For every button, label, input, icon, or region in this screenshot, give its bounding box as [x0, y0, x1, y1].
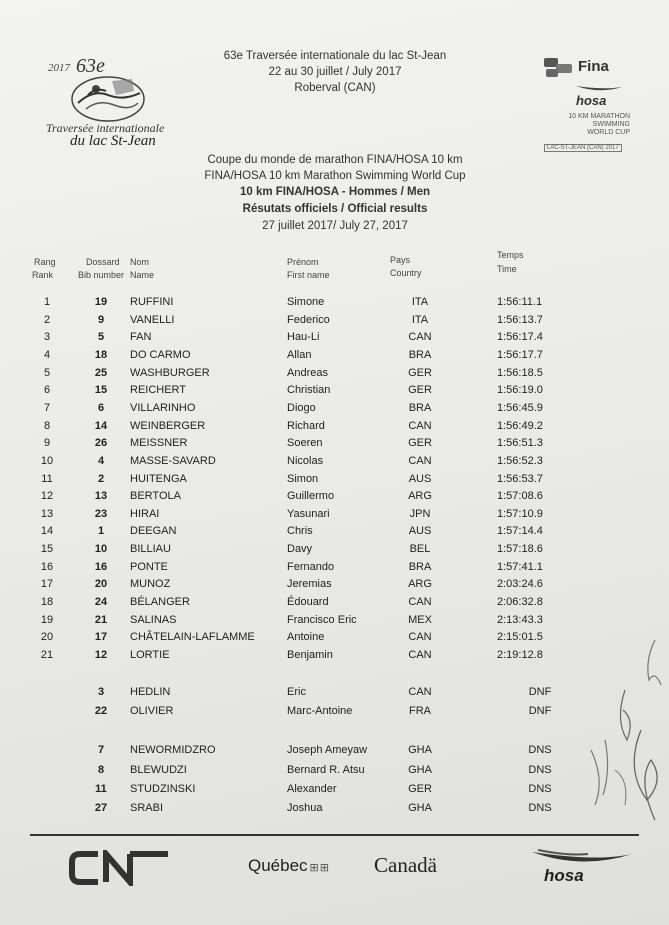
table-row: [0, 314, 669, 331]
name-cell: NEWORMIDZRO: [130, 744, 216, 756]
first-name-cell: Joshua: [287, 802, 323, 814]
time-cell: 1:56:13.7: [497, 314, 543, 326]
country-cell: JPN: [409, 508, 431, 520]
header-category: 10 km FINA/HOSA - Hommes / Men: [239, 186, 430, 198]
country-cell: GHA: [408, 764, 432, 776]
quebec-logo: [248, 856, 330, 876]
rank-cell: 10: [40, 455, 54, 467]
first-name-cell: Federico: [287, 314, 330, 326]
first-name-cell: Simone: [287, 296, 325, 308]
footer-divider: [30, 834, 639, 836]
country-cell: AUS: [408, 473, 432, 485]
header-official-results: Résutats officiels / Official results: [242, 203, 428, 215]
bib-cell: 18: [94, 349, 108, 361]
logo-marathon: 10 KM MARATHON: [568, 113, 630, 120]
bib-cell: 20: [94, 578, 108, 590]
country-cell: ITA: [411, 314, 429, 326]
fina-wordmark: Fina: [578, 58, 609, 75]
country-cell: CAN: [408, 649, 432, 661]
name-cell: MEISSNER: [130, 437, 188, 449]
bib-cell: 13: [94, 490, 108, 502]
bib-cell: 26: [94, 437, 108, 449]
name-cell: VILLARINHO: [130, 402, 196, 414]
first-name-cell: Davy: [287, 543, 313, 555]
time-cell: 1:56:19.0: [497, 384, 543, 396]
table-row: [0, 705, 669, 722]
time-cell: 1:56:11.1: [497, 296, 543, 308]
first-name-cell: Marc-Antoine: [287, 705, 353, 717]
rank-cell: 3: [43, 331, 51, 343]
country-cell: CAN: [408, 686, 432, 698]
name-cell: DEEGAN: [130, 525, 177, 537]
quebec-wordmark: Québec: [248, 856, 308, 875]
rank-cell: 16: [40, 561, 54, 573]
first-name-cell: Nicolas: [287, 455, 324, 467]
time-cell: 1:57:14.4: [497, 525, 543, 537]
header-race-date: 27 juillet 2017/ July 27, 2017: [262, 220, 408, 232]
table-row: [0, 331, 669, 348]
header-cup-en: FINA/HOSA 10 km Marathon Swimming World Cup: [204, 170, 466, 182]
name-cell: SRABI: [130, 802, 164, 814]
table-row: [0, 802, 669, 819]
table-row: [0, 437, 669, 454]
first-name-cell: Christian: [287, 384, 331, 396]
first-name-cell: Eric: [287, 686, 306, 698]
bib-cell: 3: [97, 686, 105, 698]
status-cell: DNS: [528, 744, 552, 756]
bib-cell: 22: [94, 705, 108, 717]
col-rank-en: Rank: [32, 270, 54, 280]
rank-cell: 11: [41, 473, 53, 485]
header-dates: 22 au 30 juillet / July 2017: [268, 66, 402, 78]
country-cell: CAN: [408, 455, 432, 467]
first-name-cell: Francisco Eric: [287, 614, 357, 626]
col-bib-fr: Dossard: [86, 257, 120, 267]
name-cell: LORTIE: [130, 649, 170, 661]
country-cell: CAN: [408, 331, 432, 343]
bib-cell: 14: [94, 420, 108, 432]
first-name-cell: Chris: [287, 525, 313, 537]
name-cell: MUNOZ: [130, 578, 171, 590]
table-row: [0, 764, 669, 781]
name-cell: WEINBERGER: [130, 420, 206, 432]
logo-year: 2017: [48, 62, 70, 74]
time-cell: 1:57:10.9: [497, 508, 543, 520]
table-row: [0, 614, 669, 631]
name-cell: VANELLI: [130, 314, 175, 326]
bib-cell: 2: [97, 473, 105, 485]
country-cell: GHA: [408, 744, 432, 756]
country-cell: GER: [408, 384, 432, 396]
name-cell: WASHBURGER: [130, 367, 210, 379]
rank-cell: 1: [43, 296, 51, 308]
table-row: [0, 296, 669, 313]
name-cell: RUFFINI: [130, 296, 174, 308]
country-cell: GHA: [408, 802, 432, 814]
first-name-cell: Antoine: [287, 631, 325, 643]
table-row: [0, 596, 669, 613]
table-row: [0, 420, 669, 437]
time-cell: 1:56:17.4: [497, 331, 543, 343]
logo-line-2: du lac St-Jean: [70, 133, 156, 149]
table-row: [0, 649, 669, 666]
col-country-en: Country: [390, 268, 422, 278]
bib-cell: 21: [94, 614, 108, 626]
logo-line-1: Traversée internationale: [46, 121, 165, 135]
rank-cell: 17: [40, 578, 54, 590]
quebec-flag-icon: ⊞⊞: [309, 862, 330, 874]
table-row: [0, 367, 669, 384]
table-row: [0, 525, 669, 542]
country-cell: CAN: [408, 631, 432, 643]
table-row: [0, 473, 669, 490]
rank-cell: 12: [40, 490, 54, 502]
rank-cell: 20: [40, 631, 54, 643]
first-name-cell: Benjamin: [287, 649, 333, 661]
table-row: [0, 508, 669, 525]
col-rank-fr: Rang: [34, 257, 56, 267]
time-cell: 1:56:18.5: [497, 367, 543, 379]
time-cell: 1:56:17.7: [497, 349, 543, 361]
name-cell: HEDLIN: [130, 686, 171, 698]
time-cell: 1:56:45.9: [497, 402, 543, 414]
first-name-cell: Simon: [287, 473, 319, 485]
first-name-cell: Soeren: [287, 437, 323, 449]
header-cup-fr: Coupe du monde de marathon FINA/HOSA 10 km: [207, 154, 463, 166]
first-name-cell: Alexander: [287, 783, 337, 795]
logo-venue-tag: LAC-ST-JEAN (CAN) 2017: [544, 144, 622, 152]
rank-cell: 4: [43, 349, 51, 361]
bib-cell: 16: [94, 561, 108, 573]
country-cell: GER: [408, 437, 432, 449]
rank-cell: 2: [43, 314, 51, 326]
rank-cell: 14: [40, 525, 54, 537]
first-name-cell: Diogo: [287, 402, 316, 414]
time-cell: 1:56:53.7: [497, 473, 543, 485]
country-cell: MEX: [408, 614, 432, 626]
name-cell: PONTE: [130, 561, 168, 573]
time-cell: 1:56:49.2: [497, 420, 543, 432]
header-location: Roberval (CAN): [294, 82, 376, 94]
logo-world-cup: WORLD CUP: [587, 129, 630, 136]
fina-hosa-logo: [538, 52, 638, 157]
rank-cell: 21: [40, 649, 54, 661]
bib-cell: 6: [97, 402, 105, 414]
table-row: [0, 490, 669, 507]
table-row: [0, 349, 669, 366]
table-row: [0, 744, 669, 761]
name-cell: BLEWUDZI: [130, 764, 187, 776]
country-cell: FRA: [409, 705, 431, 717]
handwritten-signature: [585, 630, 669, 830]
rank-cell: 13: [40, 508, 54, 520]
name-cell: BERTOLA: [130, 490, 181, 502]
time-cell: 2:06:32.8: [497, 596, 543, 608]
hosa-logo: [528, 848, 636, 888]
name-cell: STUDZINSKI: [130, 783, 196, 795]
time-cell: 2:13:43.3: [497, 614, 543, 626]
rank-cell: 8: [43, 420, 51, 432]
bib-cell: 4: [97, 455, 105, 467]
status-cell: DNF: [528, 686, 552, 698]
first-name-cell: Jeremias: [287, 578, 332, 590]
first-name-cell: Andreas: [287, 367, 328, 379]
country-cell: BEL: [409, 543, 431, 555]
status-cell: DNS: [528, 764, 552, 776]
bib-cell: 9: [97, 314, 105, 326]
first-name-cell: Guillermo: [287, 490, 335, 502]
rank-cell: 15: [40, 543, 54, 555]
status-cell: DNS: [528, 783, 552, 795]
bib-cell: 8: [97, 764, 105, 776]
name-cell: OLIVIER: [130, 705, 174, 717]
country-cell: BRA: [408, 349, 432, 361]
name-cell: BILLIAU: [130, 543, 171, 555]
bib-cell: 7: [97, 744, 105, 756]
first-name-cell: Joseph Ameyaw: [287, 744, 368, 756]
col-first-fr: Prénom: [287, 257, 319, 267]
swimmer-emblem-icon: [68, 69, 148, 125]
col-time-fr: Temps: [497, 250, 524, 260]
country-cell: AUS: [408, 525, 432, 537]
table-row: [0, 578, 669, 595]
name-cell: REICHERT: [130, 384, 187, 396]
bib-cell: 15: [94, 384, 108, 396]
bib-cell: 27: [94, 802, 108, 814]
rank-cell: 6: [43, 384, 51, 396]
bib-cell: 19: [94, 296, 108, 308]
cn-logo: [68, 850, 173, 886]
first-name-cell: Allan: [287, 349, 312, 361]
table-row: [0, 561, 669, 578]
hosa-wordmark: hosa: [576, 93, 607, 108]
name-cell: SALINAS: [130, 614, 177, 626]
bib-cell: 5: [97, 331, 105, 343]
bib-cell: 17: [94, 631, 108, 643]
name-cell: BÉLANGER: [130, 596, 190, 608]
bib-cell: 23: [94, 508, 108, 520]
rank-cell: 9: [43, 437, 51, 449]
bib-cell: 12: [94, 649, 108, 661]
first-name-cell: Fernando: [287, 561, 335, 573]
country-cell: GER: [408, 367, 432, 379]
name-cell: CHÂTELAIN-LAFLAMME: [130, 631, 255, 643]
col-name-fr: Nom: [130, 257, 150, 267]
first-name-cell: Richard: [287, 420, 325, 432]
time-cell: 1:56:51.3: [497, 437, 543, 449]
name-cell: DO CARMO: [130, 349, 191, 361]
bib-cell: 24: [94, 596, 108, 608]
country-cell: CAN: [408, 420, 432, 432]
col-time-en: Time: [497, 264, 517, 274]
country-cell: BRA: [408, 561, 432, 573]
table-row: [0, 384, 669, 401]
hosa-swoosh-icon: [528, 848, 636, 868]
col-country-fr: Pays: [390, 255, 411, 265]
name-cell: MASSE-SAVARD: [130, 455, 216, 467]
header-event: 63e Traversée internationale du lac St-Jean: [223, 50, 447, 62]
bib-cell: 1: [97, 525, 105, 537]
col-bib-en: Bib number: [78, 270, 125, 280]
time-cell: 2:19:12.8: [497, 649, 543, 661]
time-cell: 1:57:18.6: [497, 543, 543, 555]
bib-cell: 11: [95, 783, 107, 795]
rank-cell: 5: [43, 367, 51, 379]
name-cell: FAN: [130, 331, 152, 343]
bib-cell: 10: [94, 543, 108, 555]
bib-cell: 25: [94, 367, 108, 379]
country-cell: ARG: [408, 490, 432, 502]
first-name-cell: Bernard R. Atsu: [287, 764, 365, 776]
col-first-en: First name: [287, 270, 330, 280]
table-row: [0, 455, 669, 472]
col-name-en: Name: [130, 270, 155, 280]
country-cell: BRA: [408, 402, 432, 414]
rank-cell: 18: [40, 596, 54, 608]
time-cell: 1:57:41.1: [497, 561, 543, 573]
time-cell: 2:03:24.6: [497, 578, 543, 590]
country-cell: GER: [408, 783, 432, 795]
hosa-footer-wordmark: hosa: [544, 866, 584, 885]
table-row: [0, 631, 669, 648]
country-cell: ITA: [411, 296, 429, 308]
status-cell: DNS: [528, 802, 552, 814]
table-row: [0, 686, 669, 703]
time-cell: 2:15:01.5: [497, 631, 543, 643]
time-cell: 1:56:52.3: [497, 455, 543, 467]
first-name-cell: Yasunari: [287, 508, 330, 520]
table-row: [0, 402, 669, 419]
time-cell: 1:57:08.6: [497, 490, 543, 502]
rank-cell: 7: [43, 402, 51, 414]
rank-cell: 19: [40, 614, 54, 626]
country-cell: ARG: [408, 578, 432, 590]
logo-edition: 63e: [76, 55, 105, 77]
canada-wordmark: Canadä: [374, 853, 437, 877]
table-row: [0, 543, 669, 560]
country-cell: CAN: [408, 596, 432, 608]
name-cell: HIRAI: [130, 508, 160, 520]
logo-swimming: SWIMMING: [592, 121, 630, 128]
first-name-cell: Hau-Li: [287, 331, 320, 343]
name-cell: HUITENGA: [130, 473, 187, 485]
status-cell: DNF: [528, 705, 552, 717]
first-name-cell: Édouard: [287, 596, 329, 608]
table-row: [0, 783, 669, 800]
fina-mark-icon: [542, 56, 578, 80]
